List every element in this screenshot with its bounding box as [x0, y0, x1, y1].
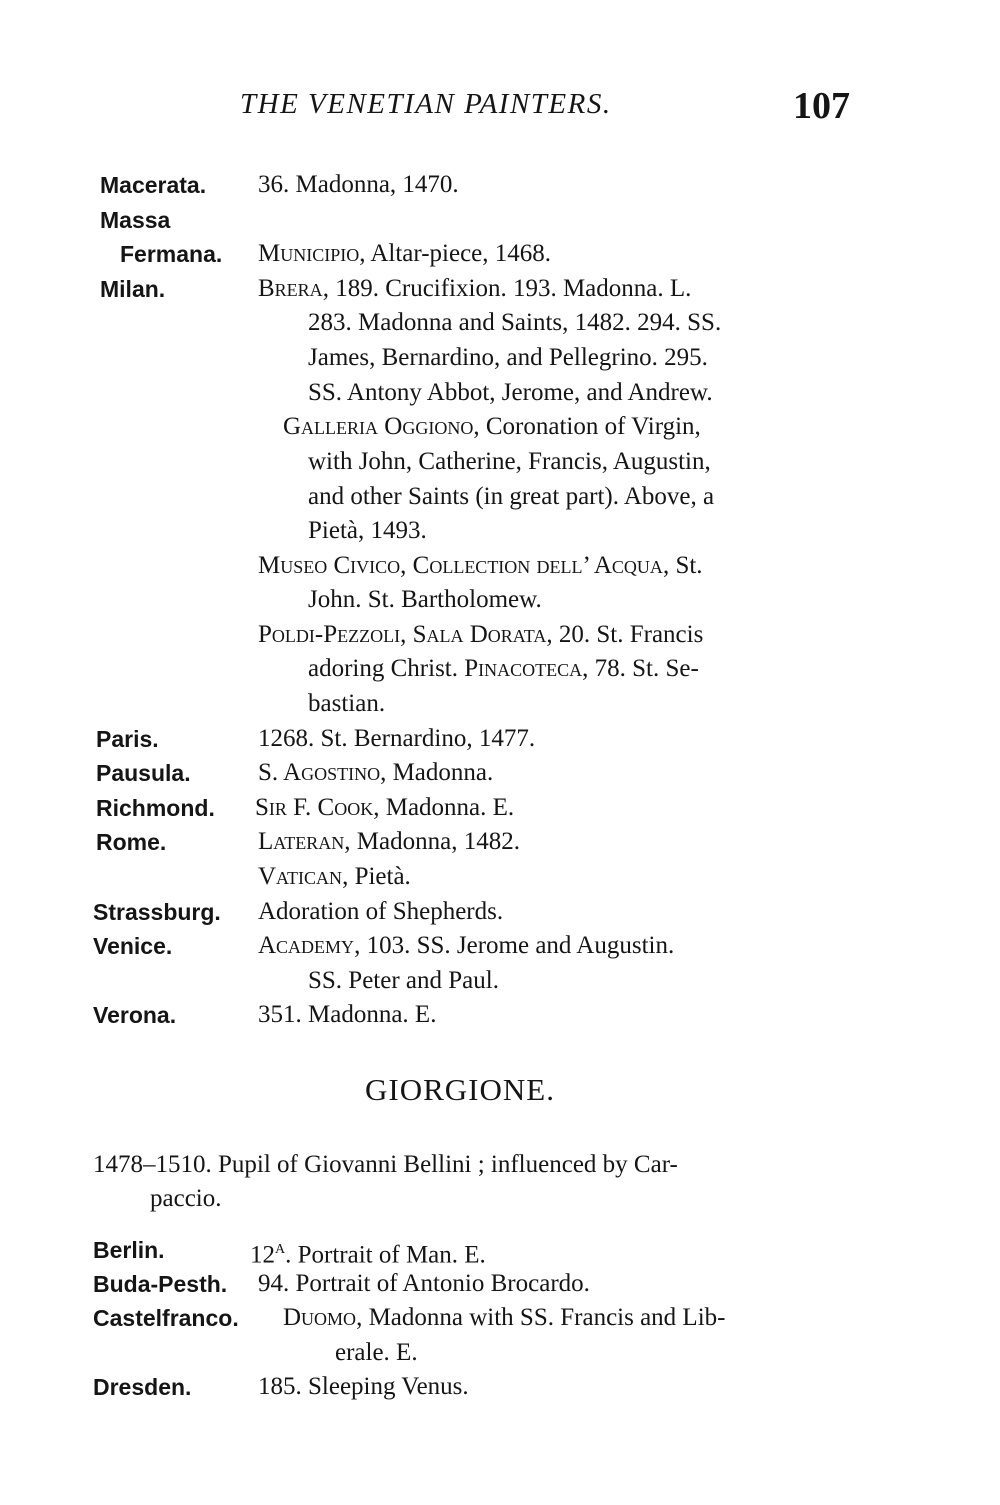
place-rome: Rome.	[96, 829, 167, 855]
entry-line: Brera, 189. Crucifixion. 193. Madonna. L.	[258, 275, 692, 302]
collection-name: Sir F. Cook	[255, 794, 374, 821]
entry-line: adoring Christ. Pinacoteca, 78. St. Se-	[308, 655, 699, 682]
running-head	[90, 85, 850, 132]
entry-line: with John, Catherine, Francis, Augustin,	[308, 448, 711, 475]
entry-line: Municipio, Altar-piece, 1468.	[258, 240, 552, 267]
place-richmond: Richmond.	[96, 795, 215, 821]
collection-name: Vatican	[258, 863, 343, 890]
bio-line: paccio.	[150, 1185, 222, 1212]
running-title: THE VENETIAN PAINTERS.	[240, 88, 612, 120]
place-berlin: Berlin.	[93, 1237, 165, 1263]
entry-line: erale. E.	[335, 1339, 418, 1366]
page-number: 107	[793, 85, 850, 127]
place-paris: Paris.	[96, 726, 159, 752]
entry-line: S. Agostino, Madonna.	[258, 759, 494, 786]
entry-line: Poldi-Pezzoli, Sala Dorata, 20. St. Francis	[258, 621, 704, 648]
place-dresden: Dresden.	[93, 1374, 192, 1400]
entry-line: Lateran, Madonna, 1482.	[258, 828, 520, 855]
bio-line: 1478–1510. Pupil of Giovanni Bellini ; influenced by Car-	[93, 1151, 678, 1178]
entry-line: 351. Madonna. E.	[258, 1001, 437, 1028]
entry-line: Academy, 103. SS. Jerome and Augustin.	[258, 932, 675, 959]
place-verona: Verona.	[93, 1002, 177, 1028]
entry-line: James, Bernardino, and Pellegrino. 295.	[308, 344, 708, 371]
collection-name: S. Agostino	[258, 759, 381, 786]
place-massa: Massa	[100, 207, 171, 233]
entry-line: Adoration of Shepherds.	[258, 898, 504, 925]
place-castelfranco: Castelfranco.	[93, 1305, 239, 1331]
entry-line: 1268. St. Bernardino, 1477.	[258, 725, 536, 752]
collection-name: Lateran	[258, 828, 345, 855]
section-title: GIORGIONE.	[365, 1072, 555, 1107]
entry-line: 185. Sleeping Venus.	[258, 1373, 469, 1400]
entry-line: 36. Madonna, 1470.	[258, 171, 459, 198]
entry-line: 283. Madonna and Saints, 1482. 294. SS.	[308, 309, 722, 336]
place-milan: Milan.	[100, 276, 166, 302]
collection-name: Duomo	[283, 1304, 357, 1331]
entry-line: Galleria Oggiono, Coronation of Virgin,	[283, 413, 701, 440]
place-fermana: Fermana.	[120, 241, 223, 267]
entry-line: $12^A$. Portrait of Man. E.	[250, 1241, 486, 1269]
entry-line: John. St. Bartholomew.	[308, 586, 542, 613]
entry-line: bastian.	[308, 690, 386, 717]
place-strassburg: Strassburg.	[93, 899, 221, 925]
entry-line: Vatican, Pietà.	[258, 863, 411, 890]
place-macerata: Macerata.	[100, 172, 207, 198]
entry-line: Pietà, 1493.	[308, 517, 427, 544]
collection-name: Pinacoteca	[464, 655, 583, 682]
entry-line: Sir F. Cook, Madonna. E.	[255, 794, 515, 821]
entry-line: Duomo, Madonna with SS. Francis and Lib-	[283, 1304, 726, 1331]
entry-line: 94. Portrait of Antonio Brocardo.	[258, 1270, 590, 1297]
collection-name: Academy	[258, 932, 355, 959]
place-pausula: Pausula.	[96, 760, 191, 786]
entry-line: Museo Civico, Collection dell’ Acqua, St.	[258, 552, 703, 579]
place-venice: Venice.	[93, 933, 173, 959]
collection-name: Museo Civico, Collection dell’ Acqua	[258, 552, 663, 579]
collection-name: Municipio	[258, 240, 360, 267]
entry-line: SS. Peter and Paul.	[308, 967, 499, 994]
place-buda-pesth: Buda-Pesth.	[93, 1271, 228, 1297]
entry-line: and other Saints (in great part). Above, a	[308, 483, 715, 510]
collection-name: Galleria Oggiono	[283, 413, 474, 440]
entry-line: SS. Antony Abbot, Jerome, and Andrew.	[308, 379, 713, 406]
collection-name: Poldi-Pezzoli, Sala Dorata	[258, 621, 547, 648]
collection-name: Brera	[258, 275, 323, 302]
